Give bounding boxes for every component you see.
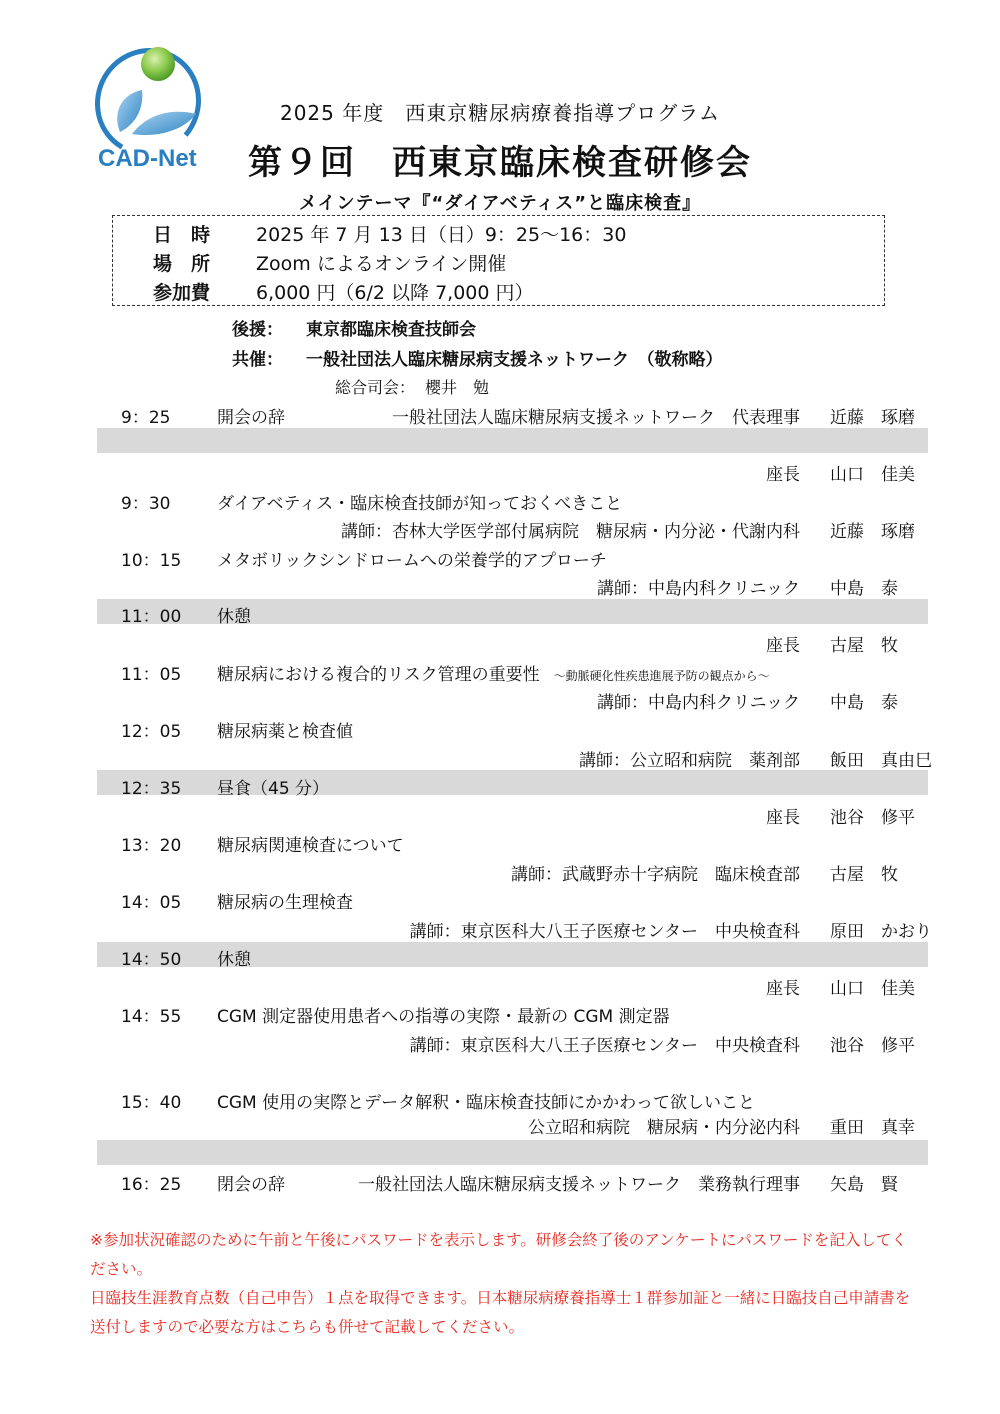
sponsor-label: 後援： bbox=[232, 320, 283, 340]
chair-label: 座長 bbox=[766, 636, 800, 656]
mc-name: 櫻井 勉 bbox=[425, 378, 490, 397]
speaker-name: 近藤 琢磨 bbox=[830, 522, 915, 542]
chair-name: 古屋 牧 bbox=[830, 636, 898, 656]
speaker-affiliation: 一般社団法人臨床糖尿病支援ネットワーク 業務執行理事 bbox=[358, 1175, 800, 1195]
mc-label: 総合司会： bbox=[335, 378, 416, 397]
speaker-name: 池谷 修平 bbox=[830, 1036, 915, 1056]
speaker-affiliation: 講師：東京医科大八王子医療センター 中央検査科 bbox=[409, 1036, 800, 1056]
sponsor-value: 一般社団法人臨床糖尿病支援ネットワーク （敬称略） bbox=[306, 350, 723, 370]
session-title: ダイアベティス・臨床検査技師が知っておくべきこと bbox=[217, 494, 623, 514]
speaker-name: 重田 真幸 bbox=[830, 1118, 915, 1138]
main-theme: メインテーマ『“ダイアベティス”と臨床検査』 bbox=[298, 193, 702, 214]
chair-row bbox=[97, 631, 928, 659]
sponsor-value: 東京都臨床検査技師会 bbox=[306, 320, 476, 340]
session-title: 開会の辞 bbox=[217, 408, 285, 428]
schedule-row bbox=[97, 403, 928, 431]
chair-name: 山口 佳美 bbox=[830, 465, 915, 485]
schedule-row bbox=[97, 1002, 928, 1030]
session-title: 休憩 bbox=[217, 607, 251, 627]
session-title: 閉会の辞 bbox=[217, 1175, 285, 1195]
schedule-row bbox=[97, 945, 928, 973]
chair-row bbox=[97, 460, 928, 488]
session-title: 休憩 bbox=[217, 950, 251, 970]
session-title: CGM 使用の実際とデータ解釈・臨床検査技師にかかわって欲しいこと bbox=[217, 1093, 755, 1113]
note-credit: 日臨技生涯教育点数（自己申告）１点を取得できます。日本糖尿病療養指導士１群参加証と一緒に日臨技自己申請書を送付しますので必要な方はこちらも併せて記載してください。 bbox=[90, 1289, 911, 1336]
chair-row bbox=[97, 974, 928, 1002]
speaker-name: 矢島 賢 bbox=[830, 1175, 898, 1195]
speaker-name: 近藤 琢磨 bbox=[830, 408, 915, 428]
speaker-row bbox=[97, 917, 932, 945]
session-time: 13：20 bbox=[121, 836, 182, 856]
speaker-name: 中島 泰 bbox=[830, 693, 898, 713]
session-title-text: 糖尿病における複合的リスク管理の重要性 bbox=[217, 665, 540, 685]
speaker-row bbox=[97, 746, 932, 774]
session-title: 昼食（45 分） bbox=[217, 779, 330, 799]
schedule-row bbox=[97, 660, 928, 688]
speaker-affiliation: 講師：中島内科クリニック bbox=[597, 693, 800, 713]
program-subtitle: 2025 年度 西東京糖尿病療養指導プログラム bbox=[279, 101, 721, 125]
info-label: 日 時 bbox=[153, 224, 211, 246]
speaker-row bbox=[97, 1031, 928, 1059]
session-time: 11：00 bbox=[121, 607, 182, 627]
info-value: Zoom によるオンライン開催 bbox=[256, 253, 507, 275]
session-title: 糖尿病薬と検査値 bbox=[217, 722, 353, 742]
page-title: 第９回 西東京臨床検査研修会 bbox=[248, 143, 752, 183]
session-title: CGM 測定器使用患者への指導の実際・最新の CGM 測定器 bbox=[217, 1007, 670, 1027]
info-row-fee bbox=[113, 278, 883, 306]
session-time: 14：50 bbox=[121, 950, 182, 970]
session-time: 14：55 bbox=[121, 1007, 182, 1027]
event-info-box bbox=[112, 215, 885, 306]
chair-name: 池谷 修平 bbox=[830, 808, 915, 828]
session-time: 15：40 bbox=[121, 1093, 182, 1113]
info-row-datetime bbox=[113, 220, 883, 248]
info-value: 6,000 円（6/2 以降 7,000 円） bbox=[256, 282, 534, 304]
schedule-row bbox=[97, 489, 928, 517]
speaker-row bbox=[97, 517, 928, 545]
session-title: 糖尿病関連検査について bbox=[217, 836, 404, 856]
schedule-band bbox=[97, 1140, 928, 1165]
speaker-row bbox=[97, 1113, 928, 1141]
speaker-row bbox=[97, 574, 928, 602]
note-password: ※参加状況確認のために午前と午後にパスワードを表示します。研修会終了後のアンケートにパスワードを記入してください。 bbox=[90, 1231, 907, 1278]
schedule-row bbox=[97, 774, 928, 802]
schedule-row bbox=[97, 602, 928, 630]
schedule-band bbox=[97, 428, 928, 453]
info-label: 場 所 bbox=[153, 253, 211, 275]
session-time: 16：25 bbox=[121, 1175, 182, 1195]
speaker-affiliation: 講師：武蔵野赤十字病院 臨床検査部 bbox=[511, 865, 800, 885]
speaker-name: 原田 かおり bbox=[830, 922, 932, 942]
info-value: 2025 年 7 月 13 日（日）9：25〜16：30 bbox=[256, 224, 627, 246]
session-time: 11：05 bbox=[121, 665, 182, 685]
session-subtitle: 〜動脈硬化性疾患進展予防の観点から〜 bbox=[553, 669, 770, 683]
session-title: 糖尿病の生理検査 bbox=[217, 893, 353, 913]
general-mc bbox=[335, 375, 490, 398]
session-title: メタボリックシンドロームへの栄養学的アプローチ bbox=[217, 551, 607, 571]
schedule-row bbox=[97, 1088, 928, 1116]
info-row-venue bbox=[113, 249, 883, 277]
schedule-row bbox=[97, 888, 928, 916]
chair-name: 山口 佳美 bbox=[830, 979, 915, 999]
session-time: 9：30 bbox=[121, 494, 171, 514]
info-label: 参加費 bbox=[153, 282, 211, 304]
chair-row bbox=[97, 803, 928, 831]
schedule-row bbox=[97, 831, 928, 859]
chair-label: 座長 bbox=[766, 979, 800, 999]
session-time: 9：25 bbox=[121, 408, 171, 428]
session-time: 14：05 bbox=[121, 893, 182, 913]
speaker-affiliation: 一般社団法人臨床糖尿病支援ネットワーク 代表理事 bbox=[392, 408, 800, 428]
speaker-affiliation: 公立昭和病院 糖尿病・内分泌内科 bbox=[528, 1118, 800, 1138]
speaker-name: 古屋 牧 bbox=[830, 865, 898, 885]
sponsor-label: 共催： bbox=[232, 350, 283, 370]
session-time: 10：15 bbox=[121, 551, 182, 571]
schedule-row bbox=[97, 717, 928, 745]
speaker-affiliation: 講師：東京医科大八王子医療センター 中央検査科 bbox=[409, 922, 800, 942]
logo-text: CAD-Net bbox=[98, 145, 197, 172]
chair-label: 座長 bbox=[766, 808, 800, 828]
speaker-affiliation: 講師：公立昭和病院 薬剤部 bbox=[579, 751, 800, 771]
speaker-affiliation: 講師：杏林大学医学部付属病院 糖尿病・内分泌・代謝内科 bbox=[341, 522, 800, 542]
chair-label: 座長 bbox=[766, 465, 800, 485]
speaker-row bbox=[97, 688, 928, 716]
speaker-name: 中島 泰 bbox=[830, 579, 898, 599]
schedule-row bbox=[97, 1170, 928, 1198]
session-time: 12：05 bbox=[121, 722, 182, 742]
session-time: 12：35 bbox=[121, 779, 182, 799]
notes bbox=[90, 1226, 920, 1342]
speaker-affiliation: 講師：中島内科クリニック bbox=[597, 579, 800, 599]
speaker-row bbox=[97, 860, 928, 888]
schedule-row bbox=[97, 546, 928, 574]
speaker-name: 飯田 真由巳 bbox=[830, 751, 932, 771]
session-title bbox=[217, 660, 770, 685]
